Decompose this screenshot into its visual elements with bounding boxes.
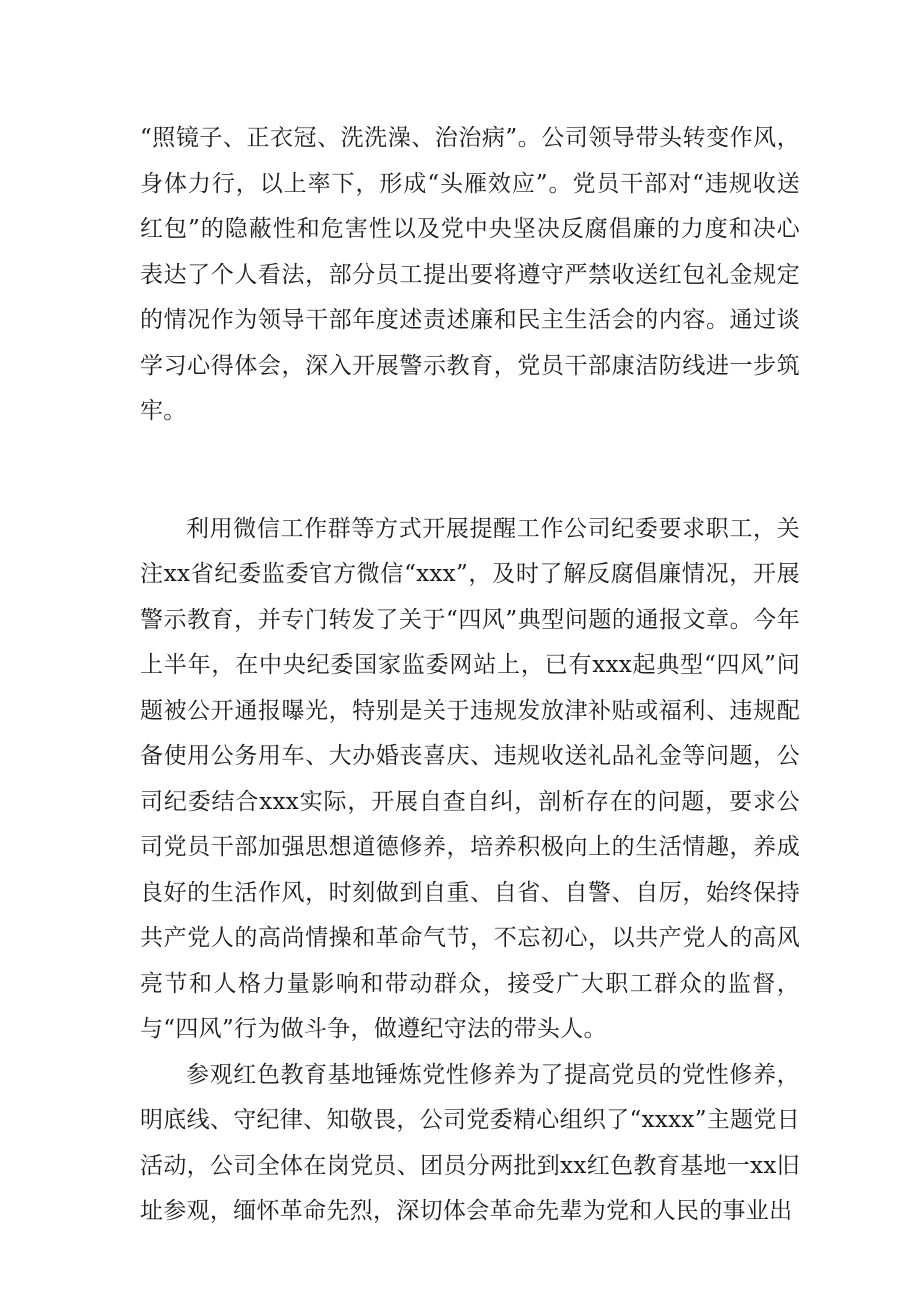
paragraph-red-education-base: 参观红色教育基地锤炼党性修养为了提高党员的党性修养，明底线、守纪律、知敬畏，公司党委精心组织了“xxxx”主题党日活动，公司全体在岗党员、团员分两批到xx红色教育基地一xx旧址参观，缅怀革命先烈，深切体会革命先辈为党和人民的事业出 xyxy=(140,1061,800,1224)
paragraph-continuation: “照镜子、正衣冠、洗洗澡、治治病”。公司领导带头转变作风，身体力行，以上率下，形成“头雁效应”。党员干部对“违规收送红包”的隐蔽性和危害性以及党中央坚决反腐倡廉的力度和决心表达了个人看法，部分员工提出要将遵守严禁收送红包礼金规定的情况作为领导干部年度述责述廉和民主生活会的内容。通过谈学习心得体会，深入开展警示教育，党员干部康洁防线进一步筑牢。 xyxy=(140,125,800,424)
paragraph-wechat-reminder: 利用微信工作群等方式开展提醒工作公司纪委要求职工，关注xx省纪委监委官方微信“xxx”，及时了解反腐倡廉情况，开展警示教育，并专门转发了关于“四风”典型问题的通报文章。今年上半年，在中央纪委国家监委网站上，已有xxx起典型“四风”问题被公开通报曝光，特别是关于违规发放津补贴或福利、违规配备使用公务用车、大办婚丧喜庆、违规收送礼品礼金等问题，公司纪委结合xxx实际，开展自查自纠，剖析存在的问题，要求公司党员干部加强思想道德修养，培养积极向上的生活情趣，养成良好的生活作风，时刻做到自重、自省、自警、自厉，始终保持共产党人的高尚情操和革命气节，不忘初心，以共产党人的高风亮节和人格力量影响和带动群众，接受广大职工群众的监督，与“四风”行为做斗争，做遵纪守法的带头人。 xyxy=(140,515,800,1042)
document-body xyxy=(140,116,800,1235)
